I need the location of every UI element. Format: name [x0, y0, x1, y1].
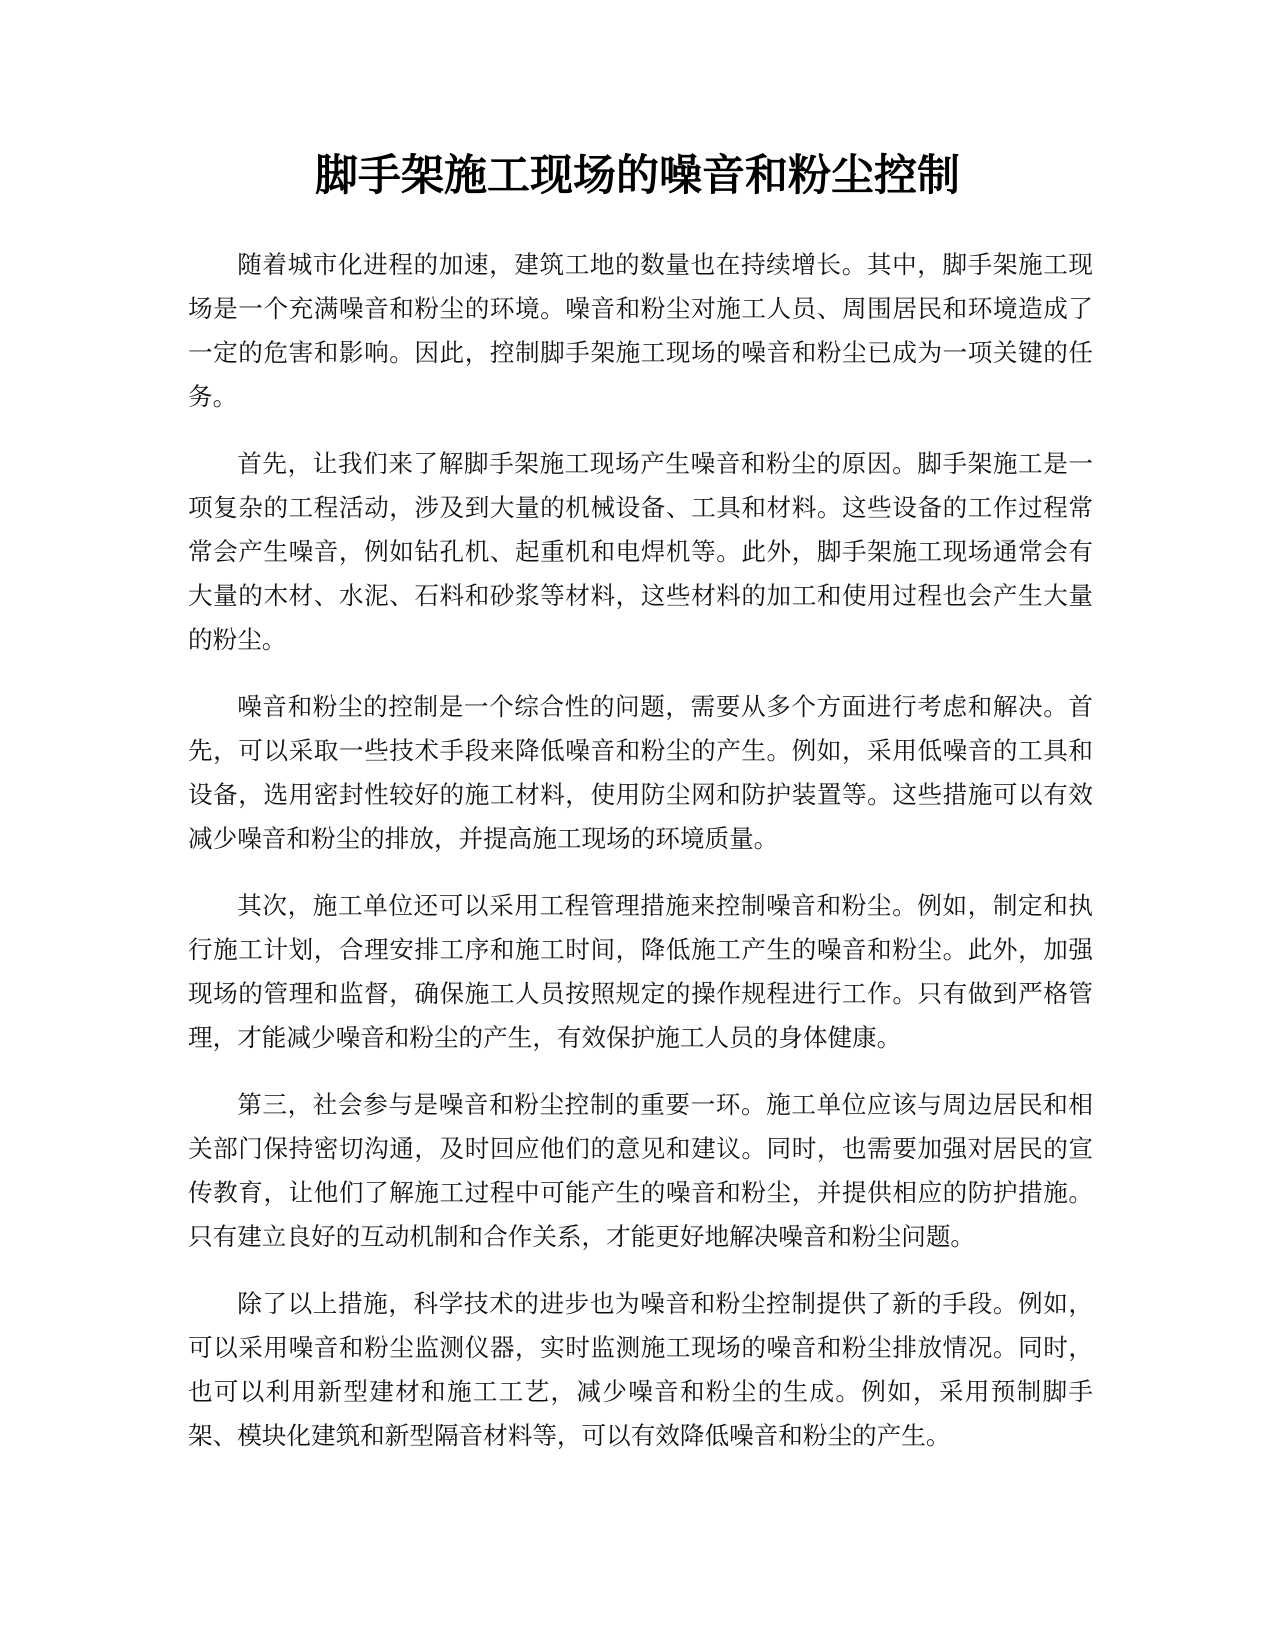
document-title: 脚手架施工现场的噪音和粉尘控制 [315, 151, 960, 201]
paragraph: 其次，施工单位还可以采用工程管理措施来控制噪音和粉尘。例如，制定和执行施工计划，合理安排工序和施工时间，降低施工产生的噪音和粉尘。此外，加强现场的管理和监督，确保施工人员按照规定的操作规程进行工作。只有做到严格管理，才能减少噪音和粉尘的产生，有效保护施工人员的身体健康。 [188, 891, 1093, 1052]
paragraph: 除了以上措施，科学技术的进步也为噪音和粉尘控制提供了新的手段。例如，可以采用噪音和粉尘监测仪器，实时监测施工现场的噪音和粉尘排放情况。同时，也可以利用新型建材和施工工艺，减少噪音和粉尘的生成。例如，采用预制脚手架、模块化建筑和新型隔音材料等，可以有效降低噪音和粉尘的产生。 [188, 1289, 1093, 1450]
document-body [188, 243, 1093, 1481]
paragraph: 第三，社会参与是噪音和粉尘控制的重要一环。施工单位应该与周边居民和相关部门保持密切沟通，及时回应他们的意见和建议。同时，也需要加强对居民的宣传教育，让他们了解施工过程中可能产生的噪音和粉尘，并提供相应的防护措施。只有建立良好的互动机制和合作关系，才能更好地解决噪音和粉尘问题。 [188, 1090, 1093, 1251]
paragraph: 随着城市化进程的加速，建筑工地的数量也在持续增长。其中，脚手架施工现场是一个充满噪音和粉尘的环境。噪音和粉尘对施工人员、周围居民和环境造成了一定的危害和影响。因此，控制脚手架施工现场的噪音和粉尘已成为一项关键的任务。 [188, 250, 1093, 411]
paragraph: 首先，让我们来了解脚手架施工现场产生噪音和粉尘的原因。脚手架施工是一项复杂的工程活动，涉及到大量的机械设备、工具和材料。这些设备的工作过程常常会产生噪音，例如钻孔机、起重机和电焊机等。此外，脚手架施工现场通常会有大量的木材、水泥、石料和砂浆等材料，这些材料的加工和使用过程也会产生大量的粉尘。 [188, 449, 1093, 654]
paragraph: 噪音和粉尘的控制是一个综合性的问题，需要从多个方面进行考虑和解决。首先，可以采取一些技术手段来降低噪音和粉尘的产生。例如，采用低噪音的工具和设备，选用密封性较好的施工材料，使用防尘网和防护装置等。这些措施可以有效减少噪音和粉尘的排放，并提高施工现场的环境质量。 [188, 692, 1093, 853]
